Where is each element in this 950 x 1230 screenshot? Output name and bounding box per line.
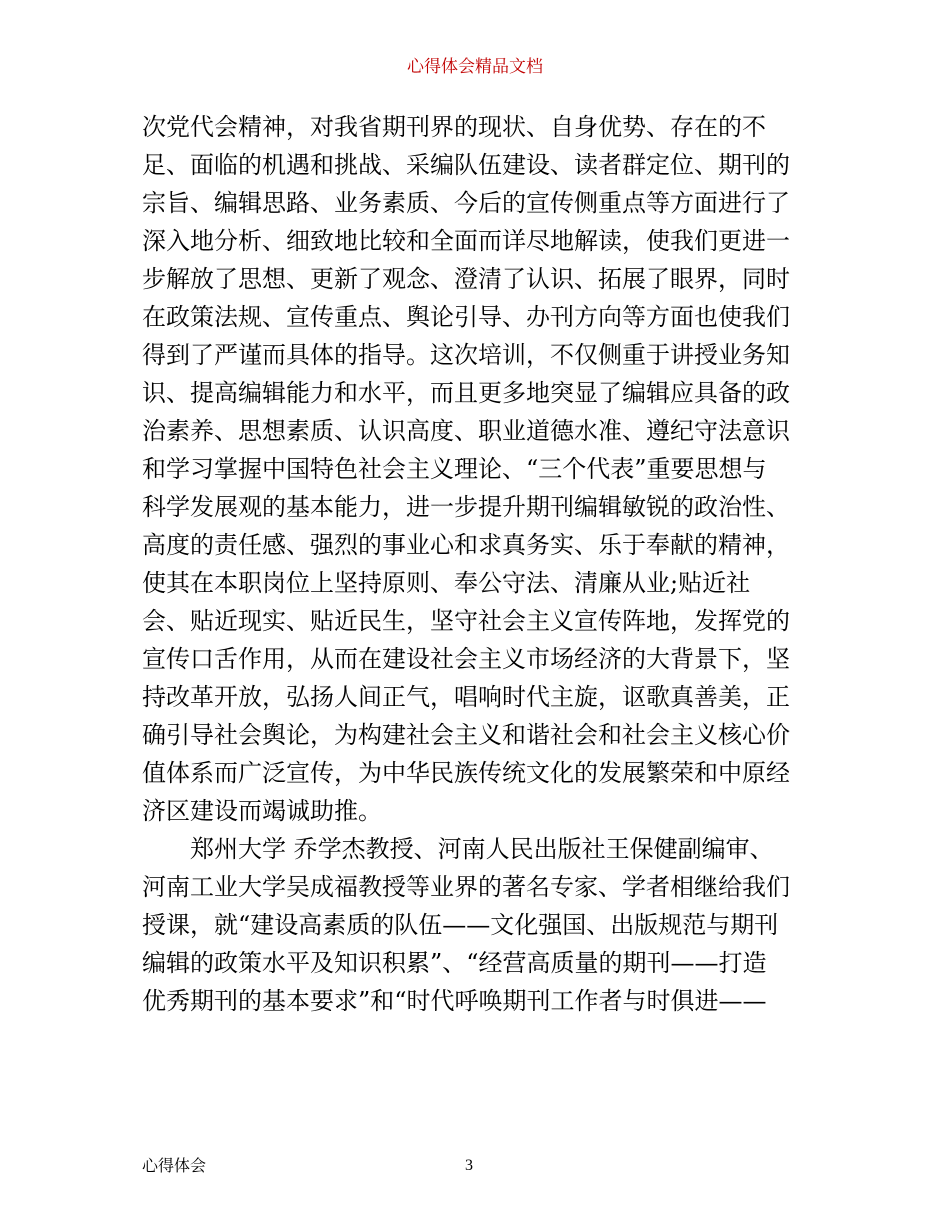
text-line: 足、面临的机遇和挑战、采编队伍建设、读者群定位、期刊的 [142, 151, 790, 179]
text-line: 宣传口舌作用，从而在建设社会主义市场经济的大背景下，坚 [142, 645, 790, 673]
text-line: 次党代会精神，对我省期刊界的现状、自身优势、存在的不 [142, 113, 766, 141]
text-line: 郑州大学 乔学杰教授、河南人民出版社王保健副编审、 [190, 835, 774, 863]
text-line: 优秀期刊的基本要求”和“时代呼唤期刊工作者与时俱进—— [142, 987, 767, 1015]
text-line: 治素养、思想素质、认识高度、职业道德水准、遵纪守法意识 [142, 417, 790, 445]
page-header-title: 心得体会精品文档 [407, 57, 543, 77]
text-line: 济区建设而竭诚助推。 [142, 797, 382, 825]
text-line: 得到了严谨而具体的指导。这次培训，不仅侧重于讲授业务知 [142, 341, 790, 369]
text-line: 深入地分析、细致地比较和全面而详尽地解读，使我们更进一 [142, 227, 790, 255]
text-line: 编辑的政策水平及知识积累”、“经营高质量的期刊——打造 [142, 949, 767, 977]
text-line: 河南工业大学吴成福教授等业界的著名专家、学者相继给我们 [142, 873, 790, 901]
text-line: 授课，就“建设高素质的队伍——文化强国、出版规范与期刊 [142, 911, 779, 939]
footer-label: 心得体会 [142, 1156, 207, 1175]
text-line: 确引导社会舆论，为构建社会主义和谐社会和社会主义核心价 [142, 721, 790, 749]
page-number: 3 [465, 1157, 473, 1174]
text-line: 宗旨、编辑思路、业务素质、今后的宣传侧重点等方面进行了 [142, 189, 790, 217]
text-line: 持改革开放，弘扬人间正气，唱响时代主旋，讴歌真善美，正 [142, 683, 790, 711]
text-line: 科学发展观的基本能力，进一步提升期刊编辑敏锐的政治性、 [142, 493, 790, 521]
text-line: 识、提高编辑能力和水平，而且更多地突显了编辑应具备的政 [142, 379, 790, 407]
text-line: 高度的责任感、强烈的事业心和求真务实、乐于奉献的精神， [142, 531, 790, 559]
text-line: 步解放了思想、更新了观念、澄清了认识、拓展了眼界，同时 [142, 265, 790, 293]
text-line: 会、贴近现实、贴近民生，坚守社会主义宣传阵地，发挥党的 [142, 607, 790, 635]
paragraph-1 [142, 108, 810, 830]
paragraph-2 [142, 830, 810, 1020]
text-line: 和学习掌握中国特色社会主义理论、“三个代表”重要思想与 [142, 455, 767, 483]
document-body [142, 108, 810, 1020]
text-line: 使其在本职岗位上坚持原则、奉公守法、清廉从业;贴近社 [142, 569, 751, 597]
text-line: 值体系而广泛宣传，为中华民族传统文化的发展繁荣和中原经 [142, 759, 790, 787]
text-line: 在政策法规、宣传重点、舆论引导、办刊方向等方面也使我们 [142, 303, 790, 331]
